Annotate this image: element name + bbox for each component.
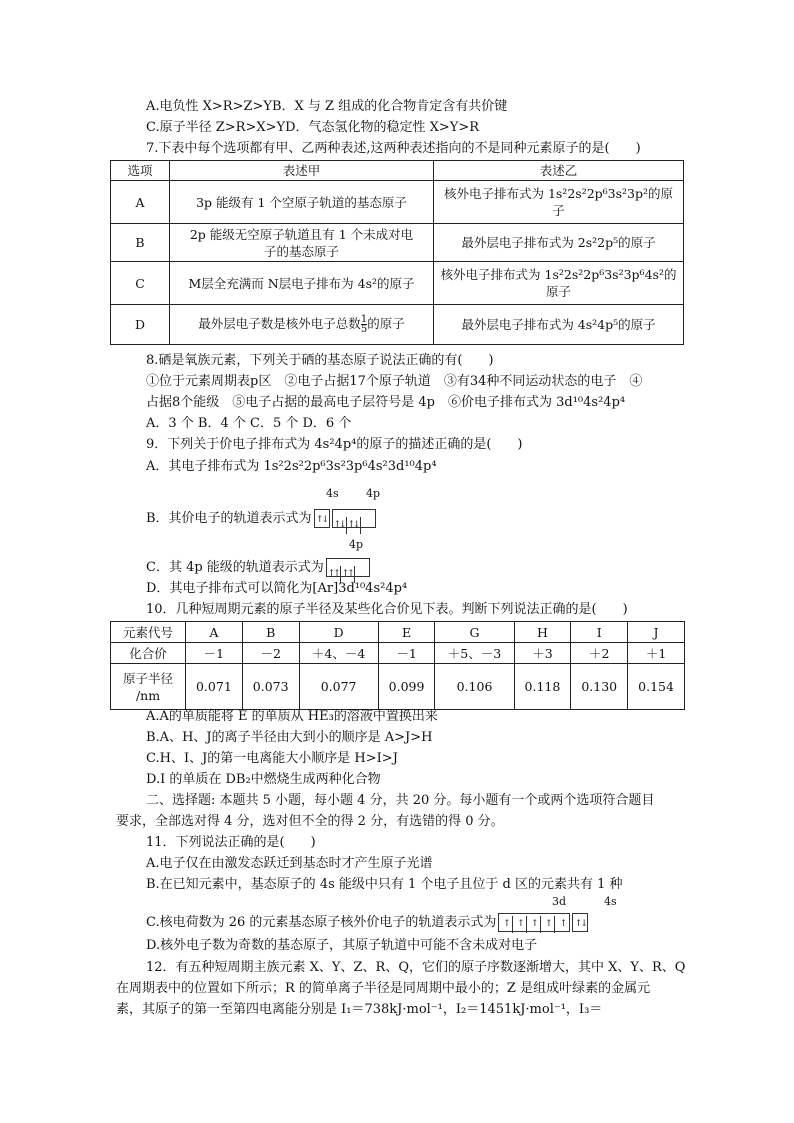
valence-cell: ＋4、－4: [299, 643, 378, 664]
radius-cell: 0.077: [299, 664, 378, 710]
q8-stem: 8.硒是氧族元素，下列关于硒的基态原子说法正确的有( ): [146, 353, 494, 368]
q12-line3: 素，其原子的第一至第四电离能分别是 I₁＝738kJ·mol⁻¹，I₂＝1451kJ·mol⁻¹，I₃＝: [116, 1002, 603, 1017]
q8-line1: ①位于元素周期表p区 ②电子占据17个原子轨道 ③有34种不同运动状态的电子 ④: [146, 374, 643, 389]
orbital-label-4s: 4s: [604, 895, 617, 908]
q10-valence-label: 化合价: [111, 643, 186, 664]
element-code: D: [299, 622, 378, 643]
radius-cell: 0.071: [186, 664, 243, 710]
valence-cell: ＋2: [571, 643, 628, 664]
orbital-diagram-4p: ↑↓ ↑↓: [332, 509, 376, 528]
q11-option-c: C.核电荷数为 26 的元素基态原子核外价电子的轨道表示式为 ↑ ↑ ↑ ↑ ↑ ↑↓: [146, 913, 588, 932]
element-code: G: [435, 622, 514, 643]
orbital-label-4p: 4p: [349, 538, 364, 551]
q11-option-a: A.电子仅在由激发态跃迁到基态时才产生原子光谱: [146, 856, 433, 871]
q12-line2: 在周期表中的位置如下所示；R 的简单离子半径是同周期中最小的；Z 是组成叶绿素的金属元: [116, 981, 651, 996]
q7-yi: 核外电子排布式为 1s²2s²2p⁶3s²3p⁶4s²的 原子: [434, 262, 684, 305]
q11-option-b: B.在已知元素中，基态原子的 4s 能级中只有 1 个电子且位于 d 区的元素共有 1 种: [146, 877, 623, 892]
q7-jia: 3p 能级有 1 个空原子轨道的基态原子: [170, 181, 434, 224]
q8-line2: 占据8个能级 ⑤电子占据的最高电子层符号是 4p ⑥价电子排布式为 3d¹⁰4s²4p⁴: [146, 395, 626, 410]
radius-cell: 0.118: [514, 664, 571, 710]
q10-table: [110, 621, 685, 710]
q8-options: A．3 个 B．4 个 C．5 个 D．6 个: [146, 416, 352, 431]
q7-opt: D: [111, 305, 170, 345]
section2-line1: 二、选择题: 本题共 5 小题，每小题 4 分，共 20 分。每小题有一个或两个选项符合题目: [146, 793, 655, 808]
q7-row: [111, 305, 684, 345]
orbital-label-4s: 4s: [326, 487, 339, 500]
q10-option-b: B.A、H、J的离子半径由大到小的顺序是 A>J>H: [146, 730, 433, 745]
q7-jia: 最外层电子数是核外电子总数 $\frac{1}{5}$的原子: [170, 305, 434, 345]
q10-stem: 10．几种短周期元素的原子半径及某些化合价见下表。判断下列说法正确的是( ): [146, 602, 628, 617]
orbital-diagram-3d: ↑ ↑ ↑ ↑ ↑: [498, 913, 570, 932]
radius-cell: 0.106: [435, 664, 514, 710]
q10-header-label: 元素代号: [111, 622, 186, 643]
radius-cell: 0.154: [628, 664, 685, 710]
radius-cell: 0.099: [378, 664, 435, 710]
q12-line1: 12．有五种短周期主族元素 X、Y、Z、R、Q，它们的原子序数逐渐增大，其中 X、Y、R、Q: [146, 960, 686, 975]
valence-cell: －1: [378, 643, 435, 664]
element-code: A: [186, 622, 243, 643]
q10-radius-label: 原子半径 /nm: [111, 664, 186, 710]
radius-cell: 0.130: [571, 664, 628, 710]
q7-yi: 核外电子排布式为 1s²2s²2p⁶3s²3p²的原 子: [434, 181, 684, 224]
option-c-prev: C.原子半径 Z>R>X>YD．气态氢化物的稳定性 X>Y>R: [146, 120, 480, 135]
section2-line2: 要求，全部选对得 4 分，选对但不全的得 2 分，有选错的得 0 分。: [116, 814, 504, 829]
element-code: H: [514, 622, 571, 643]
q7-jia: 2p 能级无空原子轨道且有 1 个未成对电 子的基态原子: [170, 224, 434, 262]
element-code: J: [628, 622, 685, 643]
element-code: E: [378, 622, 435, 643]
q7-yi: 最外层电子排布式为 2s²2p⁵的原子: [434, 224, 684, 262]
q7-opt: C: [111, 262, 170, 305]
orbital-diagram-4p: ↑↑ ↑↑: [326, 558, 370, 577]
q10-option-d: D.I 的单质在 DB₂中燃烧生成两种化合物: [146, 772, 381, 787]
valence-cell: －2: [242, 643, 299, 664]
valence-cell: ＋1: [628, 643, 685, 664]
q7-jia: M层全充满而 N层电子排布为 4s²的原子: [170, 262, 434, 305]
q7-opt: B: [111, 224, 170, 262]
q9-option-c: C．其 4p 能级的轨道表示式为 ↑↑ ↑↑: [146, 558, 370, 577]
q10-option-c: C.H、I、J的第一电离能大小顺序是 H>I>J: [146, 751, 398, 766]
element-code: B: [242, 622, 299, 643]
q9-option-d: D．其电子排布式可以简化为[Ar]3d¹⁰4s²4p⁴: [146, 581, 408, 596]
q7-row: [111, 181, 684, 224]
q7-opt: A: [111, 181, 170, 224]
option-a-prev: A.电负性 X>R>Z>YB．X 与 Z 组成的化合物肯定含有共价键: [146, 99, 508, 114]
q9-stem: 9．下列关于价电子排布式为 4s²4p⁴的原子的描述正确的是( ): [146, 437, 523, 452]
q7-row: [111, 262, 684, 305]
q7-yi: 最外层电子排布式为 4s²4p⁵的原子: [434, 305, 684, 345]
q7-stem: 7.下表中每个选项都有甲、乙两种表述,这两种表述指向的不是同种元素原子的是( ): [146, 141, 641, 156]
q11-option-d: D.核外电子数为奇数的基态原子，其原子轨道中可能不含未成对电子: [146, 938, 538, 953]
valence-cell: ＋5、－3: [435, 643, 514, 664]
q7-header-jia: 表述甲: [170, 161, 434, 181]
q11-stem: 11．下列说法正确的是( ): [146, 835, 316, 850]
q9-option-b: B．其价电子的轨道表示式为 ↑↓ ↑↓ ↑↓: [146, 509, 376, 528]
q7-header-yi: 表述乙: [434, 161, 684, 181]
q7-header-option: 选项: [111, 161, 170, 181]
orbital-label-4p: 4p: [366, 487, 381, 500]
q9-option-a: A．其电子排布式为 1s²2s²2p⁶3s²3p⁶4s²3d¹⁰4p⁴: [146, 459, 437, 474]
q10-option-a: A.A的单质能将 E 的单质从 HE₃的溶液中置换出来: [146, 709, 438, 724]
orbital-label-3d: 3d: [552, 895, 567, 908]
orbital-diagram-4s: ↑↓: [572, 913, 588, 932]
q7-row: [111, 224, 684, 262]
element-code: I: [571, 622, 628, 643]
radius-cell: 0.073: [242, 664, 299, 710]
fraction-one-fifth: $\frac{1}{5}$: [360, 314, 368, 335]
q7-table: [110, 160, 684, 345]
valence-cell: ＋3: [514, 643, 571, 664]
valence-cell: －1: [186, 643, 243, 664]
orbital-diagram-4s: ↑↓: [314, 509, 330, 528]
